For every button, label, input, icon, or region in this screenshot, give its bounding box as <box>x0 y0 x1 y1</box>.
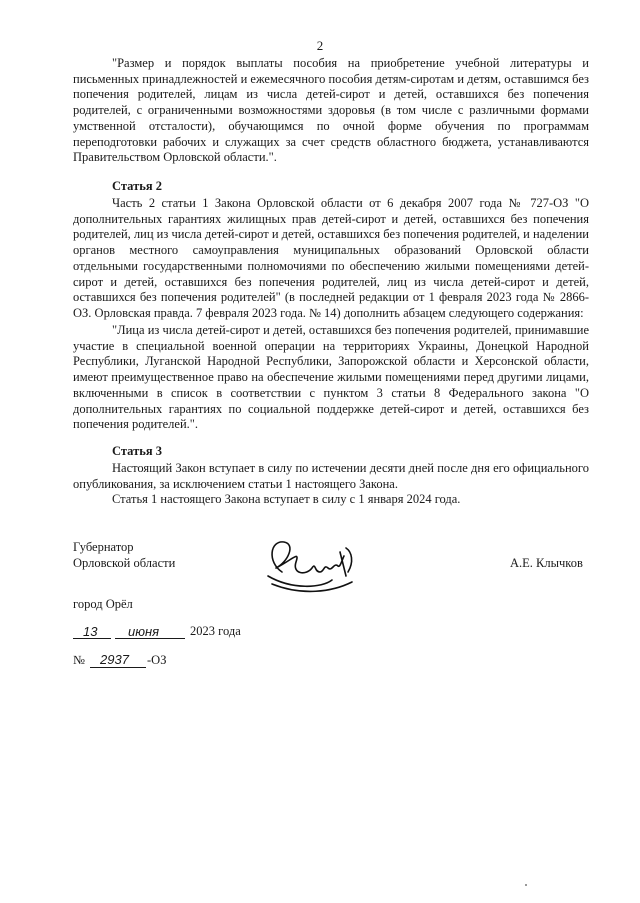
scan-speck <box>525 884 527 886</box>
date-month-underline <box>115 638 185 639</box>
article2-body-text: Часть 2 статьи 1 Закона Орловской области от 6 декабря 2007 года № 727-ОЗ "О дополнительных гарантиях жилищных прав детей-сирот и детей, оставшихся без попечения родителей, лиц из числа детей-сирот и детей, оставшихся без попечения родителей, и наделении органов местного самоуправления муниципальных образований Орловской области отдельными государственными полномочиями по обеспечению жилыми помещениями детей-сирот и детей, оставшихся без попечения родителей, лиц из числа детей-сирот и детей, оставшихся без попечения родителей" (в последней редакции от 1 февраля 2023 года № 2866-ОЗ. Орловская правда. 7 февраля 2023 года. № 14) дополнить абзацем следующего содержания: <box>73 196 589 320</box>
law-number: 2937 <box>100 652 129 667</box>
number-suffix: -ОЗ <box>147 653 167 667</box>
article2-heading: Статья 2 <box>112 179 162 193</box>
date-year: 2023 года <box>190 624 241 638</box>
date-day: 13 <box>83 624 98 639</box>
article2-quote-text: "Лица из числа детей-сирот и детей, оставшихся без попечения родителей, принимавшие участие в специальной военной операции на территориях Украины, Донецкой Народной Республики, Луганской Народной Республики, Запорожской области и Херсонской области, имеют преимущественное право на обеспечение жилыми помещениями перед другими лицами, включенными в список в соответствии с пунктом 3 статьи 8 Федерального закона "О дополнительных гарантиях по социальной поддержке детей-сирот и детей, оставшихся без попечения родителей.". <box>73 323 589 432</box>
city: город Орёл <box>73 597 133 611</box>
article3-para-1: Настоящий Закон вступает в силу по истечении десяти дней после дня его официального опубликования, за исключением статьи 1 настоящего Закона. <box>73 461 589 491</box>
page-number: 2 <box>316 38 324 53</box>
signatory-name: А.Е. Клычков <box>510 556 583 570</box>
signatory-title <box>73 540 175 571</box>
date-month: июня <box>128 624 160 639</box>
handwritten-signature <box>262 532 362 602</box>
law-number-underline <box>90 667 146 668</box>
article1-quote <box>73 56 589 166</box>
article3-body <box>73 461 589 508</box>
signatory-title-line-1: Губернатор <box>73 540 134 554</box>
number-prefix: № <box>73 653 85 667</box>
signatory-title-line-2: Орловской области <box>73 555 176 570</box>
article1-quote-text: "Размер и порядок выплаты пособия на приобретение учебной литературы и письменных принадлежностей и ежемесячного пособия детям-сиротам и детям, оставшимся без попечения родителей, лицам из числа детей-сирот и детей, оставшихся без попечения родителей, с ограниченными возможностями здоровья (в том числе с различными формами умственной отсталости), обучающимся по очной форме обучения по программам переподготовки рабочих и служащих за счет средств областного бюджета, устанавливаются Правительством Орловской области.". <box>73 56 589 165</box>
article3-heading: Статья 3 <box>112 444 162 458</box>
article2-quote <box>73 323 589 433</box>
article2-body <box>73 196 589 322</box>
date-day-underline <box>73 638 111 639</box>
article3-para-2: Статья 1 настоящего Закона вступает в силу с 1 января 2024 года. <box>112 492 461 507</box>
